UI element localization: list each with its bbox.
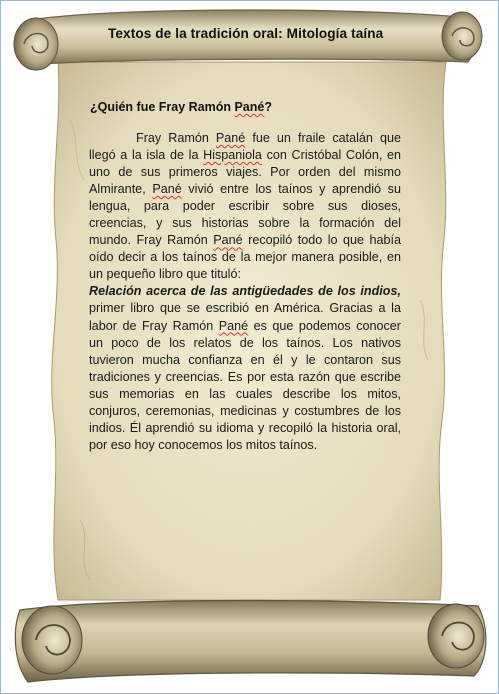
document-title: Textos de la tradición oral: Mitología taína bbox=[108, 26, 384, 41]
name-pane: Pané bbox=[215, 131, 246, 145]
book-title: Relación acerca de las antigüedades de los indios, bbox=[89, 284, 401, 299]
intro-text-3: con Cristóbal Colón, en uno de sus primeros viajes. Por orden del mismo Almirante, bbox=[89, 148, 401, 197]
book-text-1: primer libro que se escribió en América. Gracias a la labor de Fray Ramón bbox=[89, 301, 401, 333]
heading-prefix: ¿Quién fue Fray Ramón bbox=[90, 100, 235, 114]
intro-text-1: Fray Ramón bbox=[136, 131, 216, 145]
paragraph-book bbox=[89, 283, 401, 453]
book-text-2: es que podemos conocer un poco de los relatos de los taínos. Los nativos tuvieron mucha confianza en él y le contaron sus tradiciones y creencias. Es por esta razón que escribe sus memorias en las cuales describe los mitos, conjuros, ceremonias, medicinas y costumbres de los indios. Él aprendió su idioma y recopiló la historia oral, por eso hoy conocemos los mitos taínos. bbox=[89, 318, 402, 452]
heading-suffix: ? bbox=[264, 100, 272, 114]
heading-name: Pané bbox=[234, 100, 265, 114]
name-pane: Pané bbox=[213, 233, 243, 248]
intro-text-5: recopiló todo lo que había oído decir a los taínos de la mejor manera posible, en un pequeño libro que tituló: bbox=[89, 233, 401, 282]
name-pane: Pané bbox=[218, 318, 249, 333]
body-text bbox=[89, 130, 401, 454]
place-hispaniola: Hispaniola bbox=[203, 148, 262, 163]
intro-text-2: fue un fraile catalán que llegó a la isla de la bbox=[89, 131, 401, 163]
paragraph-intro bbox=[89, 130, 401, 283]
name-pane: Pané bbox=[152, 182, 182, 197]
intro-text-4: vivió entre los taínos y aprendió su lengua, para poder escribir sobre sus dioses, creencias, y sus historias sobre la formación del mundo. Fray Ramón bbox=[89, 182, 401, 248]
section-heading bbox=[90, 100, 272, 114]
